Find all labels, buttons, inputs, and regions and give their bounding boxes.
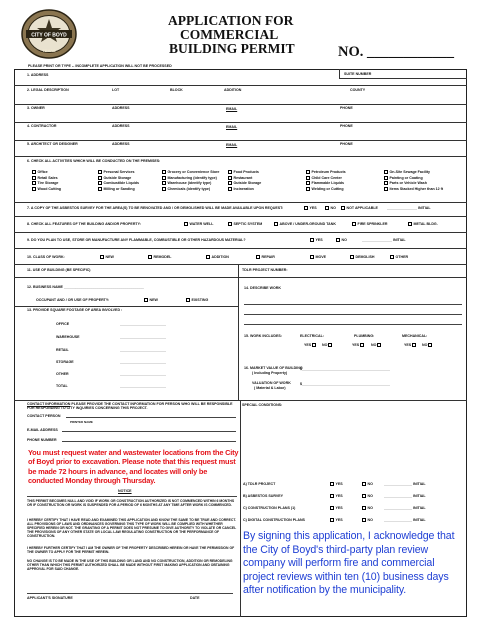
sqft-area-label: TOTAL [56, 384, 68, 388]
hazmat-yes[interactable]: YES [310, 238, 323, 242]
project-initial: ______________ INITIAL [384, 494, 426, 498]
contractor-label: 4. CONTRACTOR [27, 124, 57, 128]
addition-label: ADDITION [224, 88, 242, 92]
activity-checkbox[interactable]: Painting or Coating [384, 176, 423, 180]
sqft-area-field[interactable]: _______________________ [120, 322, 166, 326]
title-line-2: COMMERCIAL [180, 27, 279, 42]
valuation-label: VALUATION OF WORK [252, 381, 291, 385]
features-question: 8. CHECK ALL FEATURES OF THE BUILDING AND/OR PROPERTY: [27, 222, 141, 226]
activity-checkbox[interactable]: Personal Services [98, 170, 134, 174]
activity-checkbox[interactable]: Outside Storage [228, 181, 261, 185]
class-repair[interactable]: REPAIR [256, 255, 275, 259]
plumbing-yes[interactable]: YES [352, 343, 366, 347]
owner-address-label: ADDRESS [112, 106, 130, 110]
notice-heading: NOTICE [118, 489, 132, 493]
date-label: DATE [190, 596, 200, 600]
contact-block [27, 402, 241, 411]
sqft-area-field[interactable]: _______________________ [120, 335, 166, 339]
feature-sprinkler[interactable]: FIRE SPRINKLER [352, 222, 387, 226]
contact-desc: PLEASE PROVIDE THE CONTACT INFORMATION FOR PERSON WHO WILL BE RESPONSIBLE FOR RESPONDING TO CITY INQUIRIES CONCERNING THIS PROJECT. [27, 402, 233, 411]
occupant-new[interactable]: NEW [144, 298, 158, 302]
architect-label: 5. ARCHITECT OR DESIGNER [27, 142, 78, 146]
activity-checkbox[interactable]: Items Stacked Higher than 12 ft [384, 187, 443, 191]
project-no[interactable]: NO [362, 518, 373, 522]
form-title [168, 14, 295, 56]
sqft-area-field[interactable]: _______________________ [120, 384, 166, 388]
instructions-text: PLEASE PRINT OR TYPE -- INCOMPLETE APPLICATION WILL NOT BE PROCESSED [28, 64, 172, 68]
architect-phone-label: PHONE [340, 142, 353, 146]
sqft-area-field[interactable]: _______________________ [120, 372, 166, 376]
email-address-label: E-MAIL ADDRESS [27, 428, 58, 432]
sqft-area-label: STORAGE [56, 360, 74, 364]
phone-number-label: PHONE NUMBER [27, 438, 57, 442]
sqft-area-label: OTHER [56, 372, 69, 376]
hazmat-initial: _______________ INITIAL [362, 238, 406, 242]
asbestos-question: 7. A COPY OF THE ASBESTOS SURVEY FOR THE AREA(S) TO BE RENOVATED AND / OR DEMOLISHED WILL BE MADE AVAILABLE UPON REQUEST: [27, 206, 284, 210]
project-no[interactable]: NO [362, 494, 373, 498]
mechanical-no[interactable]: NO [422, 343, 434, 347]
activity-checkbox[interactable]: Parts or Vehicle Wash [384, 181, 427, 185]
feature-tank[interactable]: ABOVE / UNDER-GROUND TANK [274, 222, 336, 226]
city-seal-logo [20, 8, 78, 60]
class-new[interactable]: NEW [100, 255, 114, 259]
class-of-work-label: 10. CLASS OF WORK: [27, 255, 65, 259]
project-yes[interactable]: YES [330, 518, 343, 522]
feature-metal-bldg[interactable]: METAL BLDG. [408, 222, 438, 226]
title-line-3: BUILDING PERMIT [169, 41, 295, 56]
block-label: BLOCK [170, 88, 183, 92]
activity-checkbox[interactable]: Grocery or Convenience Store [162, 170, 219, 174]
activities-heading: 6. CHECK ALL ACTIVITIES WHICH WILL BE CONDUCTED ON THE PREMISES: [27, 159, 161, 163]
architect-email-label: EMAIL [226, 143, 238, 147]
valuation-sub: ( Material & Labor) [254, 386, 286, 390]
activity-checkbox[interactable]: Flammable Liquids [306, 181, 344, 185]
market-value-label: 16. MARKET VALUE OF BUILDING [244, 366, 303, 370]
electrical-no[interactable]: NO [322, 343, 334, 347]
activity-checkbox[interactable]: Retail Sales [32, 176, 58, 180]
feature-water-well[interactable]: WATER WELL [184, 222, 213, 226]
lot-label: LOT [112, 88, 120, 92]
notice-p1: THIS PERMIT BECOMES NULL AND VOID IF WORK OR CONSTRUCTION AUTHORIZED IS NOT COMMENCED WITHIN 6 MONTHS OR IF CONSTRUCTION OR WORK IS SUSPENDED FOR A PERIOD OF 6 MONTHS AT ANY TIME AFTER WORK IS COMMENCED. [27, 499, 235, 507]
address-label: 1. ADDRESS [27, 73, 49, 77]
project-item-label: B) ASBESTOS SURVEY [243, 494, 284, 498]
project-initial: ______________ INITIAL [384, 482, 426, 486]
asbestos-yes[interactable]: YES [304, 206, 317, 210]
activities-grid [32, 170, 462, 200]
project-initial: ______________ INITIAL [384, 518, 426, 522]
activity-checkbox[interactable]: Tire Storage [32, 181, 58, 185]
activity-checkbox[interactable]: Office [32, 170, 48, 174]
sqft-heading: 13. PROVIDE SQUARE FOOTAGE OF AREA INVOLVED : [27, 308, 123, 312]
hazmat-question: 9. DO YOU PLAN TO USE, STORE OR MANUFACTURE ANY FLAMMABLE, COMBUSTIBLE OR OTHER HAZARDOUS MATERIAL? [27, 238, 246, 242]
project-yes[interactable]: YES [330, 494, 343, 498]
activity-checkbox[interactable]: Wood Cutting [32, 187, 61, 191]
activity-checkbox[interactable]: Incineration [228, 187, 254, 191]
class-move[interactable]: MOVE [310, 255, 326, 259]
sqft-area-label: WAREHOUSE [56, 335, 80, 339]
permit-number: NO. ____________ [338, 44, 454, 60]
svg-text:CITY OF BOYD: CITY OF BOYD [31, 32, 67, 39]
owner-label: 3. OWNER [27, 106, 45, 110]
legal-label: 2. LEGAL DESCRIPTION [27, 88, 69, 92]
sqft-area-label: RETAIL [56, 348, 69, 352]
valuation-field[interactable]: $____________________________________________ [300, 382, 390, 386]
market-value-field[interactable]: $____________________________________________ [300, 367, 390, 371]
electrical-yes[interactable]: YES [304, 343, 318, 347]
class-other[interactable]: OTHER [390, 255, 408, 259]
contractor-address-label: ADDRESS [112, 124, 130, 128]
plumbing-no[interactable]: NO [371, 343, 383, 347]
electrical-label: ELECTRICAL: [300, 334, 324, 338]
activity-checkbox[interactable]: Petroleum Products [306, 170, 346, 174]
tdlr-label: TDLR PROJECT NUMBER: [242, 268, 288, 272]
project-no[interactable]: NO [362, 482, 373, 486]
business-name-label: 12. BUSINESS NAME ________________________________________ [27, 285, 144, 289]
project-initial: ______________ INITIAL [384, 506, 426, 510]
use-of-building-label: 11. USE OF BUILDING (BE SPECIFIC) [27, 268, 91, 272]
svg-text:TEXAS: TEXAS [42, 48, 56, 53]
excavation-notice: You must request water and wastewater locations from the City of Boyd prior to excavation. Please note that this request must be made 72 hours in advance, and locates will only be conducted Monday through Thursday. [28, 448, 239, 486]
special-conditions-label: SPECIAL CONDITIONS: [242, 403, 283, 407]
market-value-sub: ( Including Property) [252, 371, 288, 375]
asbestos-na[interactable]: NOT APPLICABLE [341, 206, 378, 210]
activity-checkbox[interactable]: Outside Storage [98, 176, 131, 180]
county-label: COUNTY [350, 88, 366, 92]
activity-checkbox[interactable]: Chemicals (identify type) [162, 187, 210, 191]
occupant-existing[interactable]: EXISTING [186, 298, 208, 302]
class-addition[interactable]: ADDITION [206, 255, 229, 259]
activity-checkbox[interactable]: Milling or Sanding [98, 187, 135, 191]
sqft-area-field[interactable]: _______________________ [120, 348, 166, 352]
architect-address-label: ADDRESS [112, 142, 130, 146]
activity-checkbox[interactable]: Welding or Cutting [306, 187, 344, 191]
contractor-email-label: EMAIL [226, 125, 238, 129]
title-line-1: APPLICATION FOR [168, 13, 294, 28]
divider [14, 85, 467, 86]
contact-person-label: CONTACT PERSON [27, 414, 61, 418]
sqft-area-field[interactable]: _______________________ [120, 360, 166, 364]
notice-p4: NO CHANGE IS TO BE MADE IN THE USE OF THIS BUILDING OR LAND AND NO CONSTRUCTION, ADDITION OR REMODELING OTHER THAN WHICH THIS PERMIT AUTHORIZED SHALL BE MADE WITHOUT FIRST MAKING APPLICATION AND OBTAINING APPROVAL FOR SAID CHANGE. [27, 559, 233, 571]
contact-heading: CONTACT INFORMATION [27, 402, 71, 406]
project-no[interactable]: NO [362, 506, 373, 510]
plan-review-notice: By signing this application, I acknowledge that the City of Boyd's third-party plan review company will perform fire and commercial project reviews within ten (10) business days after notification by the municipality. [243, 530, 455, 597]
class-demolish[interactable]: DEMOLISH [350, 255, 374, 259]
activity-checkbox[interactable]: Restaurant [228, 176, 252, 180]
activity-checkbox[interactable]: On-Site Sewage Facility [384, 170, 430, 174]
project-item-label: C) CONSTRUCTION PLANS (1) [243, 506, 296, 510]
activity-checkbox[interactable]: Combustible Liquids [98, 181, 139, 185]
class-remodel[interactable]: REMODEL [148, 255, 171, 259]
plumbing-label: PLUMBING: [354, 334, 375, 338]
describe-work-label: 14. DESCRIBE WORK [244, 286, 281, 290]
project-yes[interactable]: YES [330, 506, 343, 510]
suite-label: SUITE NUMBER [344, 72, 372, 76]
hazmat-no[interactable]: NO [336, 238, 347, 242]
printed-name-label: PRINTED NAME [70, 420, 93, 424]
mechanical-yes[interactable]: YES [404, 343, 418, 347]
sqft-area-label: OFFICE [56, 322, 70, 326]
contractor-phone-label: PHONE [340, 124, 353, 128]
activity-checkbox[interactable]: Manufacturing (identify type) [162, 176, 217, 180]
project-item-label: A) TDLR PROJECT [243, 482, 276, 486]
project-item-label: C) DIGITAL CONSTRUCTION PLANS [243, 518, 305, 522]
signature-label: APPLICANT'S SIGNATURE [27, 596, 73, 600]
notice-p2: I HEREBY CERTIFY THAT I HAVE READ AND EXAMINED THIS APPLICATION AND KNOW THE SAME TO BE TRUE AND CORRECT. ALL PROVISIONS OF LAWS AND ORDINANCES GOVERNING THIS TYPE OF WORK WILL BE COMPLIED WITH WHETHER SPECIFIED HEREIN OR NOT. THE GRANTING OF A PERMIT DOES NOT PRESUME TO GIVE AUTHORITY TO VIOLATE OR CANCEL THE PROVISIONS OF ANY OTHER STATE OR LOCAL LAW REGULATING CONSTRUCTION OR THE PERFORMANCE OF CONSTRUCTION. [27, 518, 237, 538]
work-includes-label: 15. WORK INCLUDES: [244, 334, 282, 338]
activity-checkbox[interactable]: Child Care Center [306, 176, 342, 180]
feature-septic[interactable]: SEPTIC SYSTEM [228, 222, 262, 226]
mechanical-label: MECHANICAL: [402, 334, 428, 338]
activity-checkbox[interactable]: Warehouse (identify type) [162, 181, 211, 185]
owner-email-label: EMAIL [226, 107, 238, 111]
occupant-label: OCCUPANT AND / OR USE OF PROPERTY: [36, 298, 110, 302]
activity-checkbox[interactable]: Food Products [228, 170, 259, 174]
owner-phone-label: PHONE [340, 106, 353, 110]
asbestos-initial: _______________ INITIAL [387, 206, 431, 210]
notice-p3: I HEREBY FURTHER CERTIFY THAT I AM THE OWNER OF THE PROPERTY DESCRIBED HEREIN OR HAVE THE PERMISSION OF THE OWNER TO APPLY FOR THE PERMIT HEREIN. [27, 546, 235, 554]
project-yes[interactable]: YES [330, 482, 343, 486]
asbestos-no[interactable]: NO [325, 206, 336, 210]
